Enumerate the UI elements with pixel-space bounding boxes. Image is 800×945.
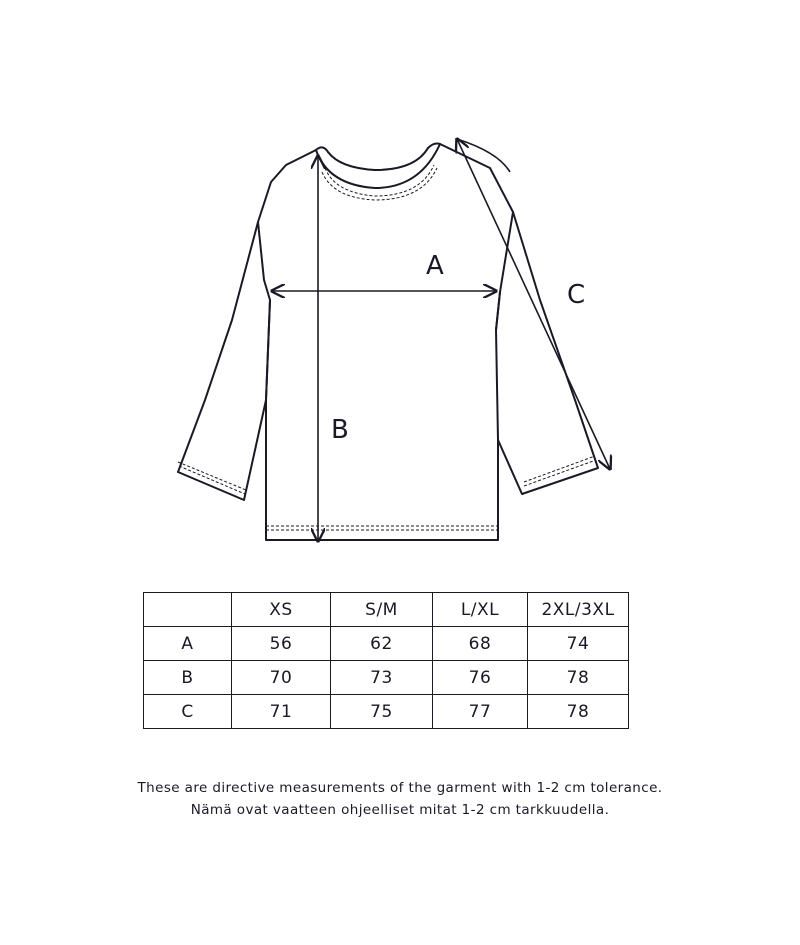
measure-c-arrow	[457, 139, 610, 469]
size-table	[143, 592, 629, 729]
table-cell: 71	[232, 695, 331, 729]
note-english: These are directive measurements of the garment with 1-2 cm tolerance.	[137, 780, 663, 796]
table-header-cell: L/XL	[433, 593, 528, 627]
table-row	[144, 627, 629, 661]
stitching	[178, 165, 596, 530]
table-cell: 70	[232, 661, 331, 695]
table-row	[144, 661, 629, 695]
label-b: B	[331, 415, 349, 445]
table-row	[144, 695, 629, 729]
table-cell: 73	[331, 661, 433, 695]
table-cell: 76	[433, 661, 528, 695]
label-a: A	[426, 251, 444, 281]
row-label: C	[144, 695, 232, 729]
row-label: B	[144, 661, 232, 695]
table-cell: 78	[528, 695, 629, 729]
label-c: C	[567, 280, 586, 310]
table-cell: 74	[528, 627, 629, 661]
note-finnish: Nämä ovat vaatteen ohjeelliset mitat 1-2 cm tarkkuudella.	[190, 802, 610, 818]
table-header-cell: 2XL/3XL	[528, 593, 629, 627]
row-label: A	[144, 627, 232, 661]
sweater-shape	[178, 144, 598, 541]
table-cell: 56	[232, 627, 331, 661]
table-cell: 62	[331, 627, 433, 661]
table-cell: 78	[528, 661, 629, 695]
table-cell: 68	[433, 627, 528, 661]
table-cell: 75	[331, 695, 433, 729]
table-header-row	[144, 593, 629, 627]
table-header-cell: S/M	[331, 593, 433, 627]
table-header-cell	[144, 593, 232, 627]
table-cell: 77	[433, 695, 528, 729]
table-header-cell: XS	[232, 593, 331, 627]
